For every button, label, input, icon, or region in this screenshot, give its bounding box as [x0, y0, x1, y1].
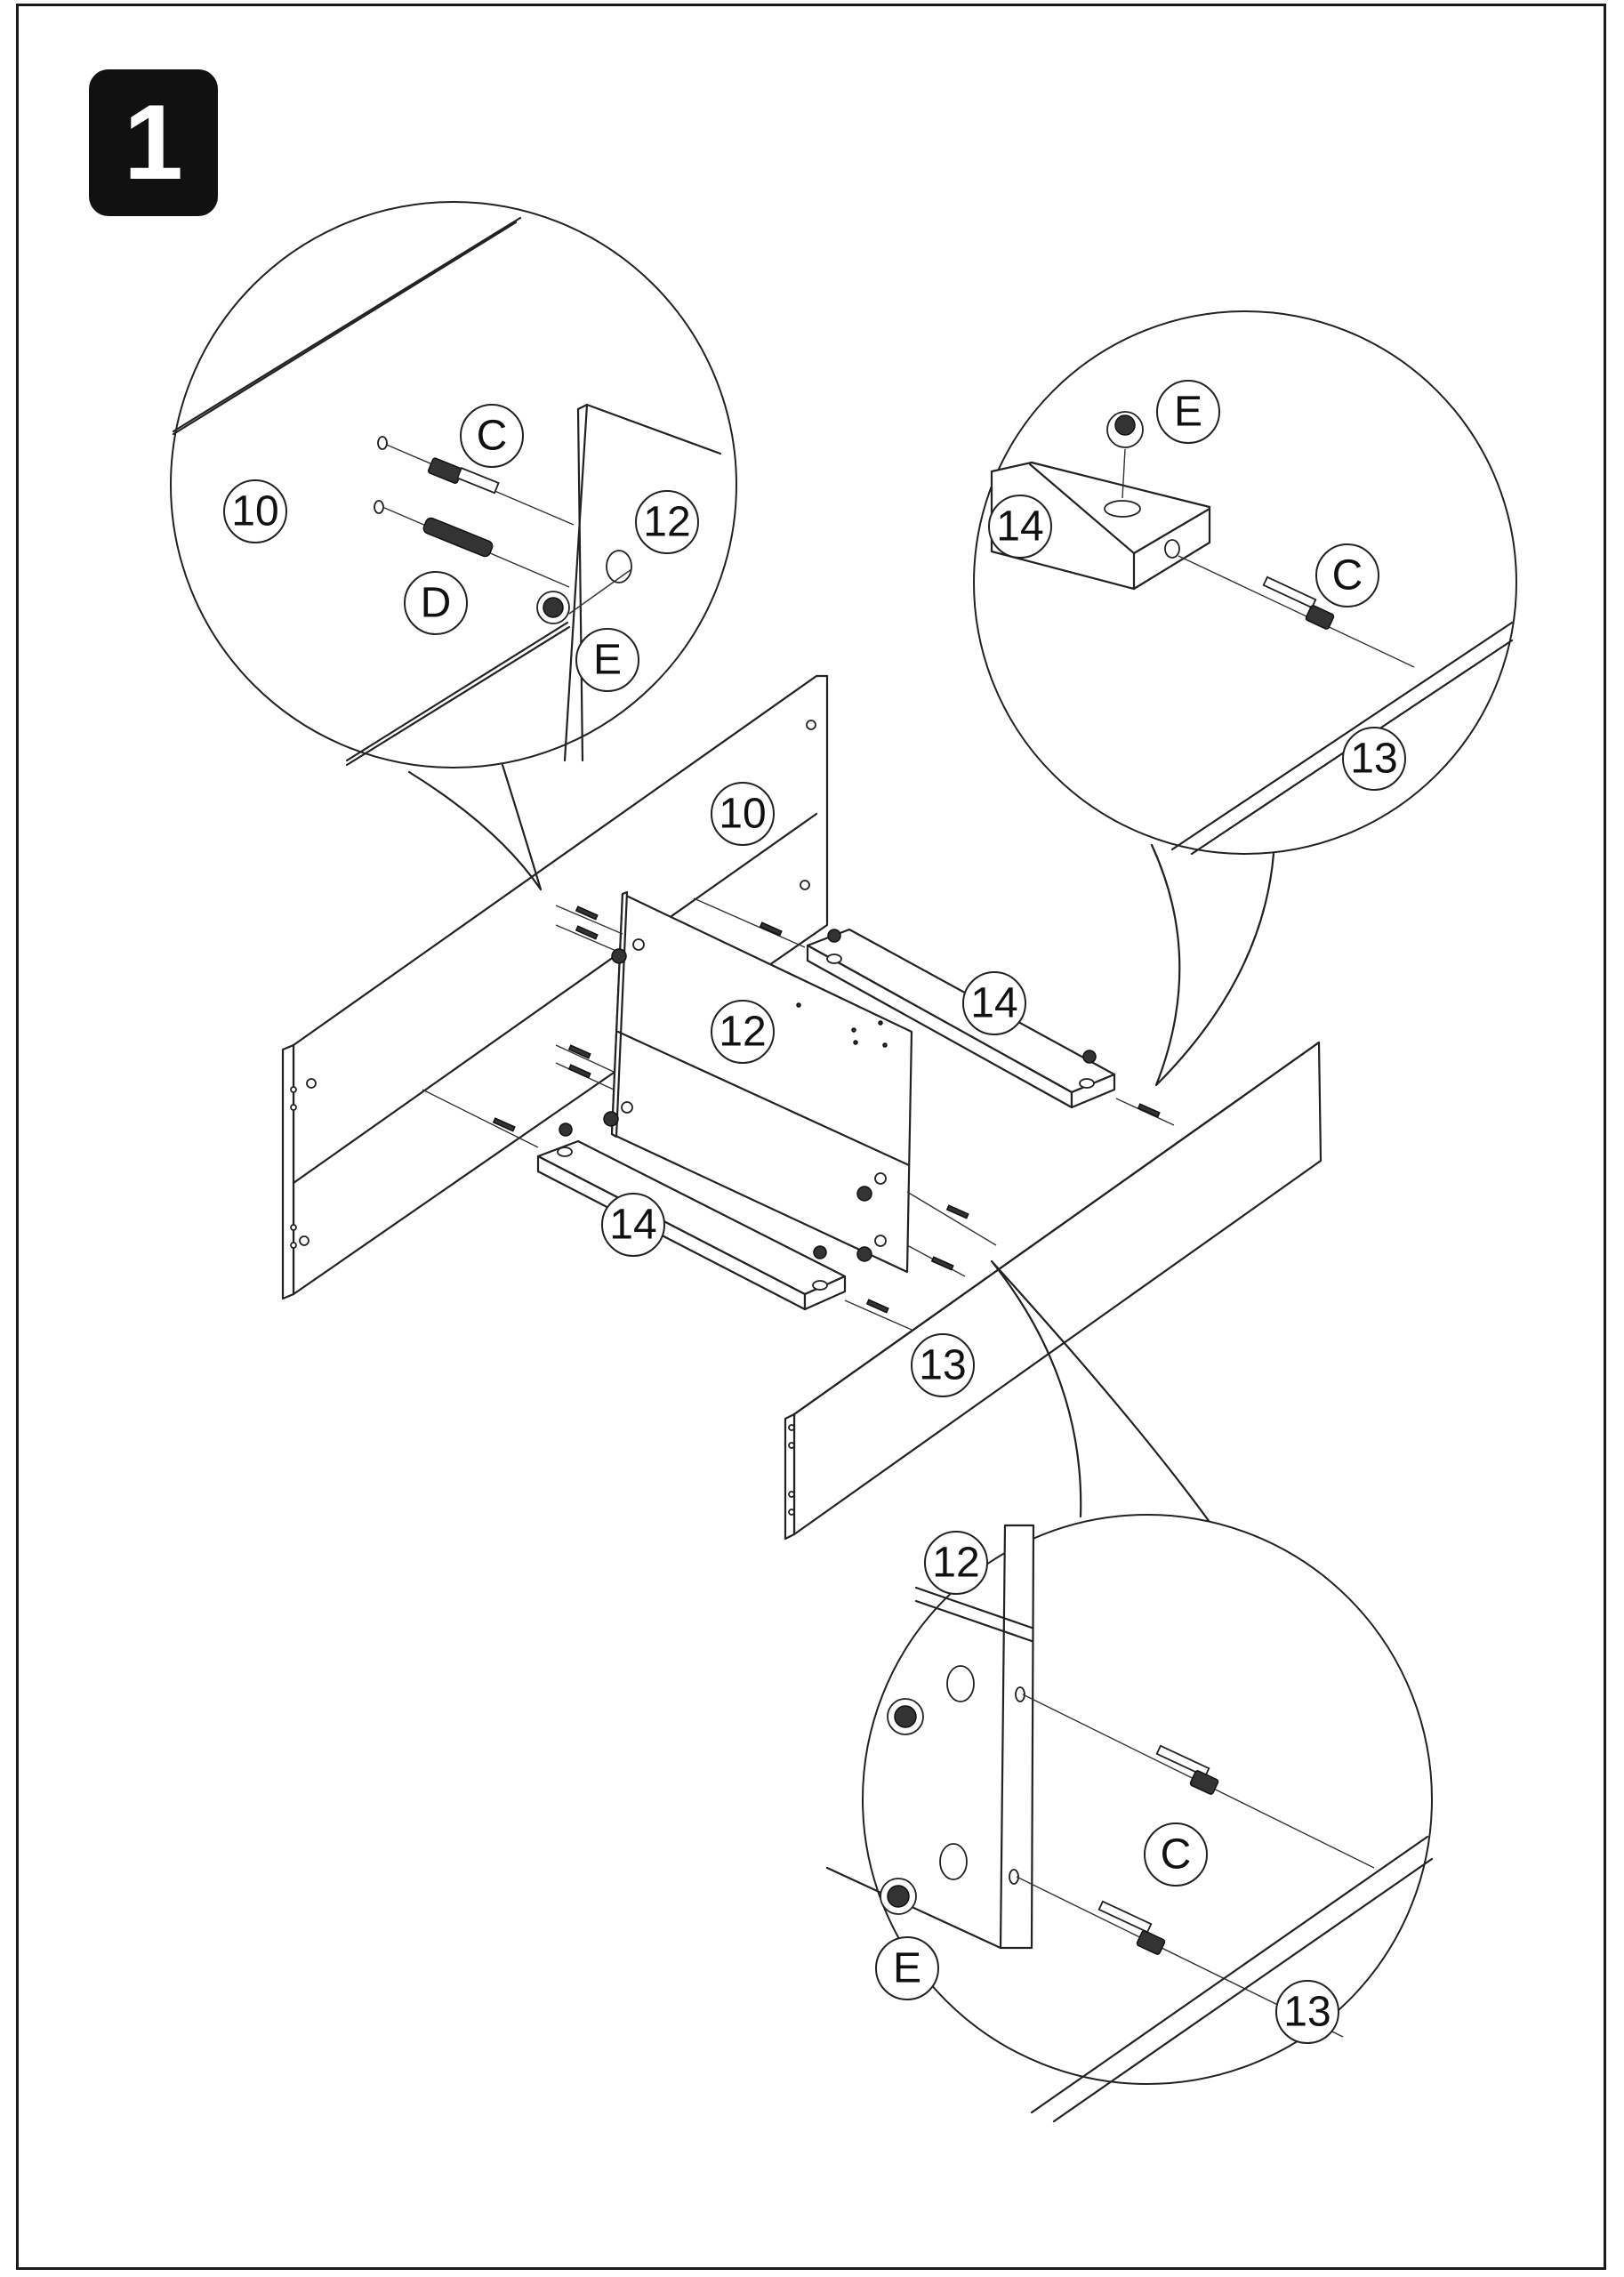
step-number: 1: [124, 83, 183, 202]
svg-text:D: D: [420, 579, 452, 627]
label-14-detail: [989, 495, 1051, 558]
svg-text:13: 13: [1350, 735, 1398, 783]
label-e-detail-left: [576, 629, 639, 691]
label-14-main-lower: [602, 1194, 664, 1256]
callout-tail-right: [1152, 845, 1274, 1085]
label-10-detail: [224, 480, 286, 543]
label-13-main: [912, 1334, 974, 1396]
label-c-detail-right: [1316, 544, 1379, 607]
svg-text:14: 14: [970, 979, 1018, 1027]
label-14-main-upper: [963, 972, 1025, 1034]
svg-text:12: 12: [932, 1539, 980, 1587]
svg-text:13: 13: [1283, 1988, 1331, 2036]
svg-text:C: C: [1160, 1830, 1192, 1879]
svg-text:E: E: [892, 1944, 922, 1992]
svg-text:12: 12: [719, 1008, 767, 1056]
callout-tail-left: [409, 765, 541, 889]
svg-text:10: 10: [719, 790, 767, 838]
label-12-main: [712, 1001, 774, 1063]
svg-text:14: 14: [996, 503, 1044, 551]
svg-text:12: 12: [643, 498, 691, 546]
svg-text:10: 10: [231, 487, 279, 535]
detail-callout-right: [974, 311, 1516, 854]
label-10-main: [712, 783, 774, 845]
label-e-detail-bottom: [876, 1937, 938, 1999]
label-12-detail-bottom: [925, 1532, 987, 1594]
label-12-detail: [636, 491, 698, 553]
label-c-detail-left: [461, 405, 523, 467]
label-13-detail-right: [1343, 728, 1405, 790]
svg-text:E: E: [592, 636, 623, 684]
svg-text:E: E: [1173, 388, 1203, 436]
label-13-detail-bottom: [1276, 1981, 1339, 2043]
svg-text:13: 13: [919, 1341, 967, 1389]
detail-callout-bottom: [827, 1515, 1432, 2121]
label-e-detail-right: [1157, 381, 1219, 443]
svg-text:C: C: [1331, 551, 1363, 599]
label-d-detail-left: [405, 572, 467, 634]
svg-text:C: C: [476, 412, 508, 460]
svg-text:14: 14: [609, 1201, 657, 1249]
label-c-detail-bottom: [1145, 1823, 1207, 1886]
